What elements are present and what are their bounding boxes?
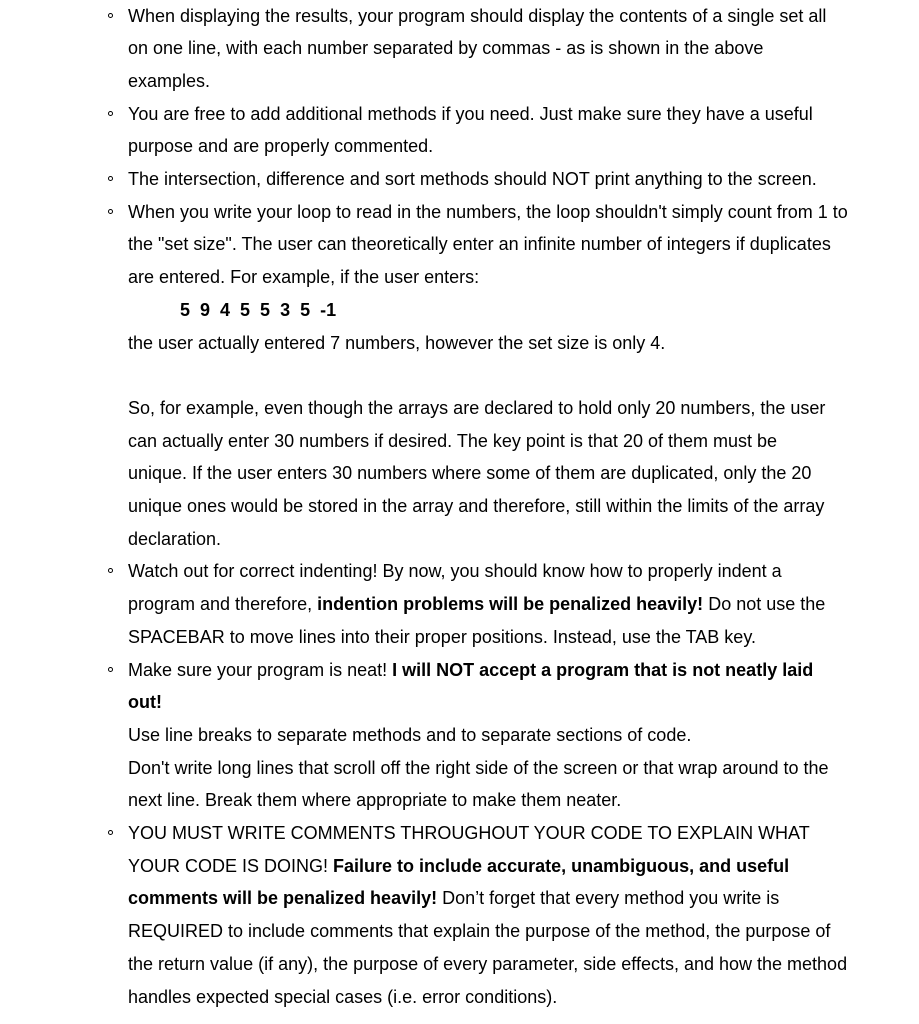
text-line: SPACEBAR to move lines into their proper positions. Instead, use the TAB key. [128, 626, 756, 647]
text-line: examples. [128, 70, 211, 91]
text-line: next line. Break them where appropriate to make them neater. [128, 790, 622, 811]
text-line: declaration. [128, 528, 222, 549]
list-item-neatness [128, 654, 868, 818]
text-line: can actually enter 30 numbers if desired. The key point is that 20 of them must be [128, 430, 778, 451]
sample-input-numbers: 5 9 4 5 5 3 5 -1 [180, 299, 337, 320]
text-line: Don't write long lines that scroll off the right side of the screen or that wrap around to the [128, 757, 829, 778]
text-line: Use line breaks to separate methods and to separate sections of code. [128, 724, 692, 745]
text-line: the return value (if any), the purpose of every parameter, side effects, and how the method [128, 953, 848, 974]
text-run: Don’t forget that every method you write is [437, 888, 780, 909]
list-item-display-results [128, 0, 868, 98]
text-run: Do not use the [703, 594, 826, 615]
text-run: program and therefore, [128, 594, 318, 615]
list-item-comments [128, 817, 876, 1013]
hollow-bullet-icon [108, 209, 113, 214]
list-item-no-printing [128, 163, 868, 196]
text-line [128, 686, 868, 719]
emphasis-text: Failure to include accurate, unambiguous, and useful [333, 855, 790, 876]
text-line: The intersection, difference and sort methods should NOT print anything to the screen. [128, 169, 817, 190]
list-item-indenting [128, 555, 868, 653]
text-line: on one line, with each number separated by commas - as is shown in the above [128, 38, 764, 59]
text-line [128, 882, 876, 915]
text-line [128, 654, 868, 687]
text-line: When displaying the results, your program should display the contents of a single set all [128, 5, 827, 26]
text-line: are entered. For example, if the user enters: [128, 267, 480, 288]
text-line: handles expected special cases (i.e. error conditions). [128, 986, 558, 1007]
list-item-additional-methods [128, 98, 868, 163]
emphasis-text: out! [128, 692, 162, 713]
text-line: Watch out for correct indenting! By now, you should know how to properly indent a [128, 561, 782, 582]
list-item-read-loop [128, 196, 876, 556]
emphasis-text: comments will be penalized heavily! [128, 888, 438, 909]
hollow-bullet-icon [108, 176, 113, 181]
text-line: So, for example, even though the arrays are declared to hold only 20 numbers, the user [128, 397, 826, 418]
text-line: the user actually entered 7 numbers, however the set size is only 4. [128, 332, 666, 353]
paragraph-spacer [128, 359, 876, 392]
text-line: the "set size". The user can theoretically enter an infinite number of integers if duplicates [128, 234, 831, 255]
text-line: unique. If the user enters 30 numbers where some of them are duplicated, only the 20 [128, 463, 812, 484]
text-line: You are free to add additional methods if you need. Just make sure they have a useful [128, 103, 813, 124]
text-line: purpose and are properly commented. [128, 136, 434, 157]
hollow-bullet-icon [108, 568, 113, 573]
text-line: unique ones would be stored in the array and therefore, still within the limits of the array [128, 496, 825, 517]
emphasis-text: indention problems will be penalized heavily! [317, 594, 704, 615]
text-line: YOU MUST WRITE COMMENTS THROUGHOUT YOUR CODE TO EXPLAIN WHAT [128, 823, 810, 844]
text-line [128, 588, 868, 621]
text-run: YOUR CODE IS DOING! [128, 855, 334, 876]
hollow-bullet-icon [108, 111, 113, 116]
hollow-bullet-icon [108, 13, 113, 18]
text-run: Make sure your program is neat! [128, 659, 393, 680]
text-line: REQUIRED to include comments that explain the purpose of the method, the purpose of [128, 921, 831, 942]
hollow-bullet-icon [108, 830, 113, 835]
hollow-bullet-icon [108, 667, 113, 672]
text-line [128, 850, 876, 883]
text-line: When you write your loop to read in the numbers, the loop shouldn't simply count from 1 to [128, 201, 848, 222]
emphasis-text: I will NOT accept a program that is not neatly laid [392, 659, 814, 680]
